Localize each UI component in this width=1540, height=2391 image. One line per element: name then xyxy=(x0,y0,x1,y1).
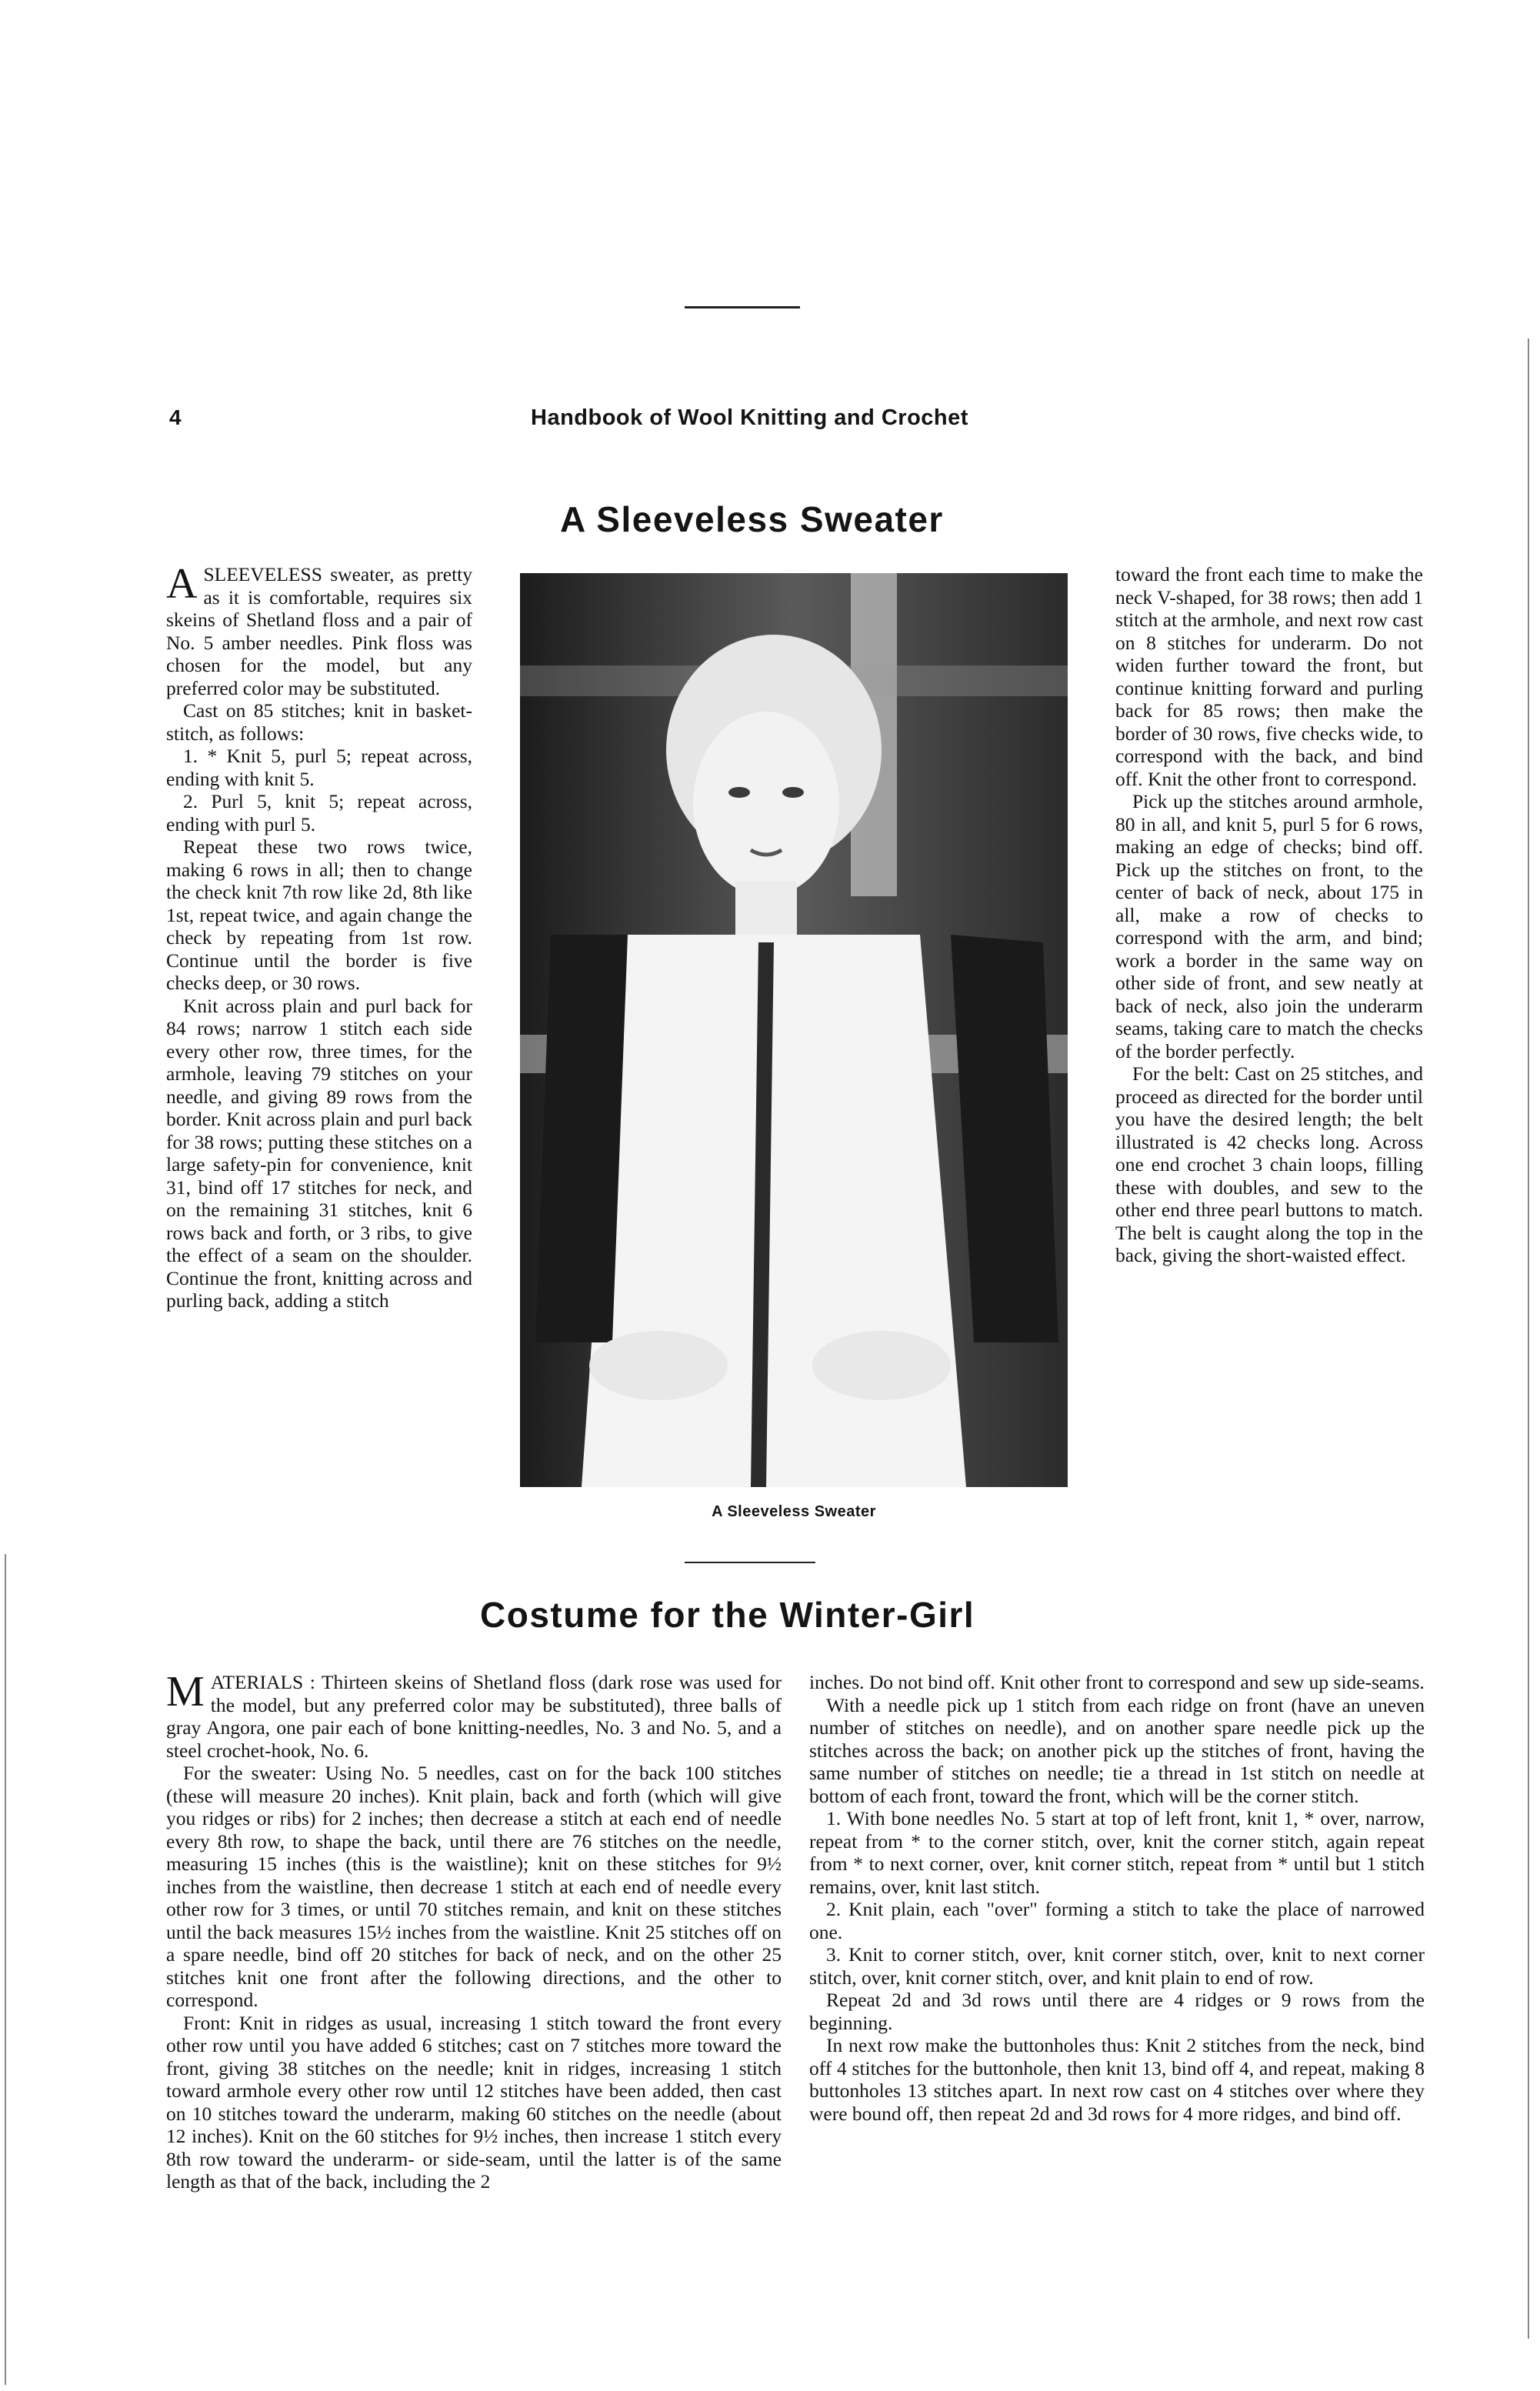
sweater-right-column xyxy=(1115,563,1423,1267)
sweater-paragraph-6: Knit across plain and purl back for 84 rows; narrow 1 stitch each side every other row, three times, for the armhole, leaving 79 stitches on your needle, and giving 89 rows from the border. Knit across plain and purl back for 38 rows; putting these stitches on a large safety-pin for convenience, knit 31, bind off 17 stitches for neck, and on the remaining 31 stitches, knit 6 rows back and forth, or 3 ribs, to give the effect of a seam on the shoulder. Continue the front, knitting across and purling back, adding a stitch xyxy=(166,994,472,1312)
sweater-right-paragraph-3: For the belt: Cast on 25 stitches, and proceed as directed for the border until you have the desired length; the belt illustrated is 42 checks long. Across one end crochet 3 chain loops, filling these with doubles, and sew to the other end three pearl buttons to match. The belt is caught along the top in the back, giving the short-waisted effect. xyxy=(1115,1062,1423,1266)
costume-right-paragraph-1: inches. Do not bind off. Knit other front to correspond and sew up side-seams. xyxy=(809,1671,1425,1693)
costume-right-paragraph-2: With a needle pick up 1 stitch from each ridge on front (have an uneven number of stitches on needle), and on another spare needle pick up the stitches across the back; on another pick up the stitches of front, having the same number of stitches on needle; tie a thread in 1st stitch on needle at bottom of each front, toward the front, which will be the corner stitch. xyxy=(809,1693,1425,1807)
sweater-left-column xyxy=(166,560,472,1312)
woman-in-sweater-image xyxy=(520,573,1068,1487)
sweater-paragraph-2: Cast on 85 stitches; knit in basket-stitch, as follows: xyxy=(166,699,472,745)
sweater-right-paragraph-1: toward the front each time to make the neck V-shaped, for 38 rows; then add 1 stitch at the armhole, and next row cast on 8 stitches for underarm. Do not widen further toward the front, but continue knitting forward and purling back for 85 rows; then make the border of 30 rows, five checks wide, to correspond with the back, and bind off. Knit the other front to correspond. xyxy=(1115,563,1423,790)
costume-right-column xyxy=(809,1671,1425,2125)
costume-step-2: 2. Knit plain, each "over" forming a stitch to take the place of narrowed one. xyxy=(809,1898,1425,1943)
sweater-p1-text: SLEEVELESS sweater, as pretty as it is comfortable, requires six skeins of Shetland floss and a pair of No. 5 amber needles. Pink floss was chosen for the model, but any preferred color may be substituted. xyxy=(166,563,472,699)
costume-step-3: 3. Knit to corner stitch, over, knit corner stitch, over, knit to next corner stitch, over, knit corner stitch, over, and knit plain to end of row. xyxy=(809,1943,1425,1989)
costume-right-paragraph-7: In next row make the buttonholes thus: Knit 2 stitches from the neck, bind off 4 stitches for the buttonhole, then knit 13, bind off 4, and repeat, making 8 buttonholes 13 stitches apart. In next row cast on 4 stitches over where they were bound off, then repeat 2d and 3d rows for 4 more ridges, and bind off. xyxy=(809,2034,1425,2125)
costume-paragraph-3: Front: Knit in ridges as usual, increasing 1 stitch toward the front every other row until you have added 6 stitches; cast on 7 stitches more toward the front, giving 38 stitches on the needle; knit in ridges, increasing 1 stitch toward armhole every other row until 12 stitches have been added, then cast on 10 stitches toward the underarm, making 60 stitches on the needle (about 12 inches). Knit on the 60 stitches for 9½ inches, then increase 1 stitch every 8th row toward the underarm- or side-seam, until the latter is of the same length as that of the back, including the 2 xyxy=(166,2011,782,2193)
section-divider xyxy=(685,1562,815,1563)
scan-edge-left xyxy=(5,1554,6,2385)
costume-right-paragraph-6: Repeat 2d and 3d rows until there are 4 ridges or 9 rows from the beginning. xyxy=(809,1989,1425,2034)
photo-caption: A Sleeveless Sweater xyxy=(712,1503,876,1520)
sweater-paragraph-1 xyxy=(166,560,472,699)
page-number: 4 xyxy=(169,405,182,429)
costume-left-column xyxy=(166,1668,782,2193)
sweater-dropcap: A xyxy=(166,560,198,608)
sweater-step-1: 1. * Knit 5, purl 5; repeat across, ending with knit 5. xyxy=(166,745,472,790)
costume-title: Costume for the Winter-Girl xyxy=(480,1595,975,1635)
costume-dropcap: M xyxy=(166,1668,205,1716)
sweater-title: A Sleeveless Sweater xyxy=(560,499,944,539)
sweater-paragraph-5: Repeat these two rows twice, making 6 rows in all; then to change the check knit 7th row like 2d, 8th like 1st, repeat twice, and again change the check by repeating from 1st row. Continue until the border is five checks deep, or 30 rows. xyxy=(166,835,472,994)
scan-edge-right xyxy=(1528,338,1529,2339)
sweater-step-2: 2. Purl 5, knit 5; repeat across, ending with purl 5. xyxy=(166,790,472,835)
costume-paragraph-2: For the sweater: Using No. 5 needles, cast on for the back 100 stitches (these will measure 20 inches). Knit plain, back and forth (which will give you ridges or ribs) for 2 inches; then decrease a stitch at each end of needle every 8th row, to shape the back, until there are 76 stitches on the needle, measuring 15 inches (this is the waistline); knit on these stitches for 9½ inches from the waistline, then decrease 1 stitch at each end of needle every other row for 3 times, or until 70 stitches remain, and knit on these stitches until the back measures 15½ inches from the waistline. Knit 25 stitches off on a spare needle, bind off 20 stitches for back of neck, and on the other 25 stitches knit one front after the following directions, and the other to correspond. xyxy=(166,1762,782,2011)
costume-paragraph-1 xyxy=(166,1668,782,1762)
sweater-right-paragraph-2: Pick up the stitches around armhole, 80 in all, and knit 5, purl 5 for 6 rows, making an edge of checks; bind off. Pick up the stitches on front, to the center of back of neck, about 175 in all, make a row of checks to correspond with the arm, and bind; work a border in the same way on other side of front, and sew neatly at back of neck, also join the underarm seams, taking care to match the checks of the border perfectly. xyxy=(1115,790,1423,1062)
costume-p1-text: ATERIALS : Thirteen skeins of Shetland floss (dark rose was used for the model, but any preferred color may be substituted), three balls of gray Angora, one pair each of bone knitting-needles, No. 3 and No. 5, and a steel crochet-hook, No. 6. xyxy=(166,1671,782,1762)
running-title: Handbook of Wool Knitting and Crochet xyxy=(531,405,968,430)
costume-step-1: 1. With bone needles No. 5 start at top of left front, knit 1, * over, narrow, repeat from * to the corner stitch, over, knit the corner stitch, again repeat from * to next corner, over, knit corner stitch, repeat from * until but 1 stitch remains, over, knit last stitch. xyxy=(809,1807,1425,1898)
sweater-photo xyxy=(520,573,1068,1487)
top-ornament-rule xyxy=(685,306,800,308)
